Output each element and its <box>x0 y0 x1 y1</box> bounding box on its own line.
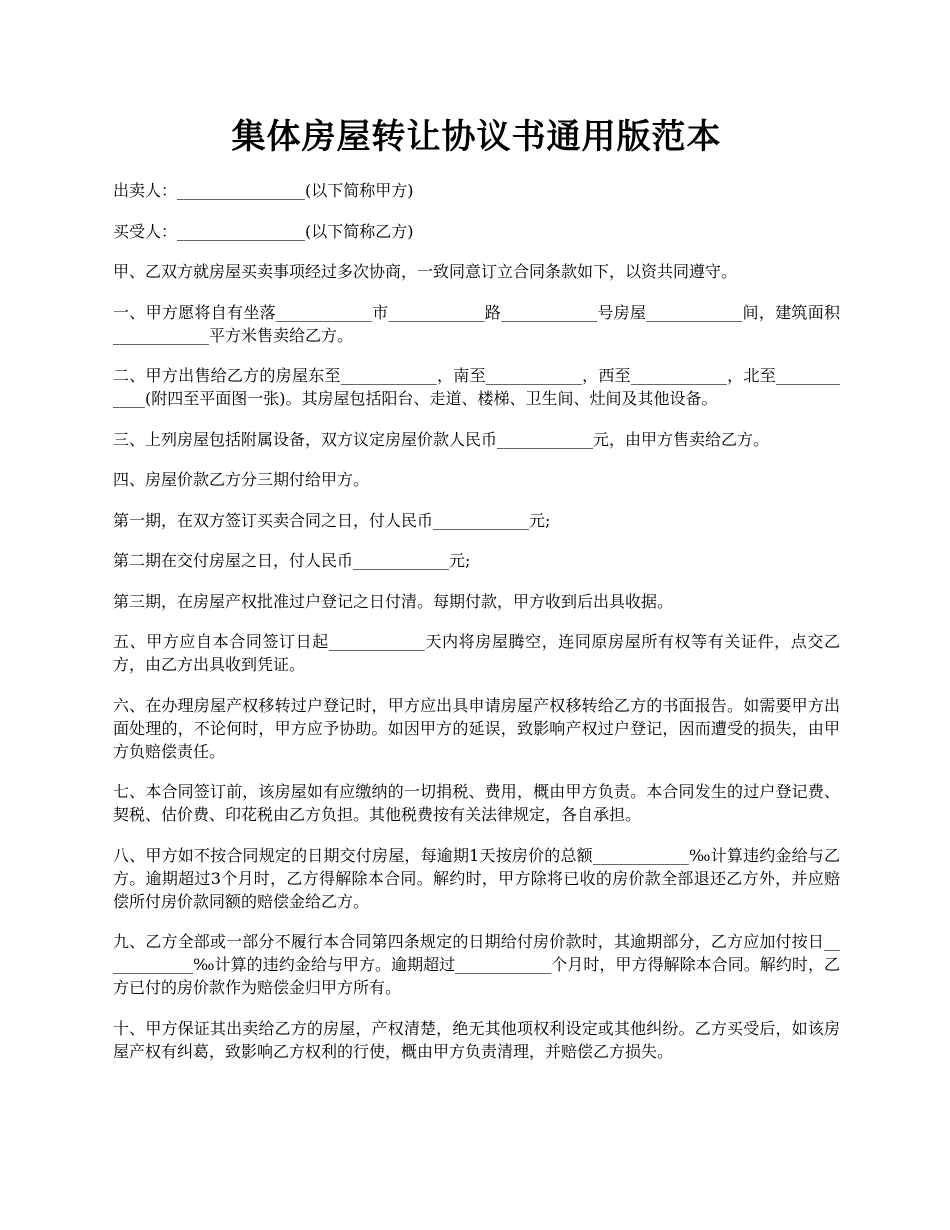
payment-second: 第二期在交付房屋之日，付人民币____________元; <box>113 551 471 570</box>
clause-2: 二、甲方出售给乙方的房屋东至____________，南至____________，西至____________，北至____________(附四至平面图一张)。其房屋包括阳台、走道、楼梯、卫生间、灶间及其他设备。 <box>113 366 840 408</box>
clause-3: 三、上列房屋包括附属设备，双方议定房屋价款人民币____________元，由甲方售卖给乙方。 <box>113 429 770 449</box>
clause-6: 六、在办理房屋产权移转过户登记时，甲方应出具申请房屋产权移转给乙方的书面报告。如需要甲方出面处理的，不论何时，甲方应予协助。如因甲方的延误，致影响产权过户登记，因而遭受的损失，由甲方负赔偿责任。 <box>113 695 840 761</box>
clause-1: 一、甲方愿将自有坐落____________市____________路____________号房屋____________间，建筑面积____________平方米售卖给乙方。 <box>113 302 840 345</box>
seller-line: 出卖人：________________(以下简称甲方) <box>113 181 414 200</box>
preamble: 甲、乙双方就房屋买卖事项经过多次协商，一致同意订立合同条款如下，以资共同遵守。 <box>113 262 738 281</box>
clause-9: 九、乙方全部或一部分不履行本合同第四条规定的日期给付房价款时，其逾期部分，乙方应加付按日____________‰计算的违约金给与甲方。逾期超过____________个月时，甲方得解除本合同。解约时，乙方已付的房价款作为赔偿金归甲方所有。 <box>113 932 840 997</box>
document-body <box>113 179 840 1080</box>
clause-7: 七、本合同签订前，该房屋如有应缴纳的一切捐税、费用，概由甲方负责。本合同发生的过户登记费、契税、估价费、印花税由乙方负担。其他税费按有关法律规定，各自承担。 <box>113 782 840 824</box>
payment-third: 第三期，在房屋产权批准过户登记之日付清。每期付款，甲方收到后出具收据。 <box>113 591 674 611</box>
clause-8: 八、甲方如不按合同规定的日期交付房屋，每逾期1天按房价的总额____________‰计算违约金给与乙方。逾期超过3个月时，乙方得解除本合同。解约时，甲方除将已收的房价款全部退还乙方外，并应赔偿所付房价款同额的赔偿金给乙方。 <box>113 845 840 911</box>
clause-5: 五、甲方应自本合同签订日起____________天内将房屋腾空，连同原房屋所有权等有关证件，点交乙方，由乙方出具收到凭证。 <box>113 632 840 674</box>
document-title: 集体房屋转让协议书通用版范本 <box>231 117 722 157</box>
clause-4: 四、房屋价款乙方分三期付给甲方。 <box>113 470 370 489</box>
clause-10: 十、甲方保证其出卖给乙方的房屋，产权清楚，绝无其他项权利设定或其他纠纷。乙方买受后，如该房屋产权有纠葛，致影响乙方权利的行使，概由甲方负责清理，并赔偿乙方损失。 <box>113 1018 840 1061</box>
buyer-line: 买受人：________________(以下简称乙方) <box>113 221 414 241</box>
payment-first: 第一期，在双方签订买卖合同之日，付人民币____________元; <box>113 510 551 530</box>
